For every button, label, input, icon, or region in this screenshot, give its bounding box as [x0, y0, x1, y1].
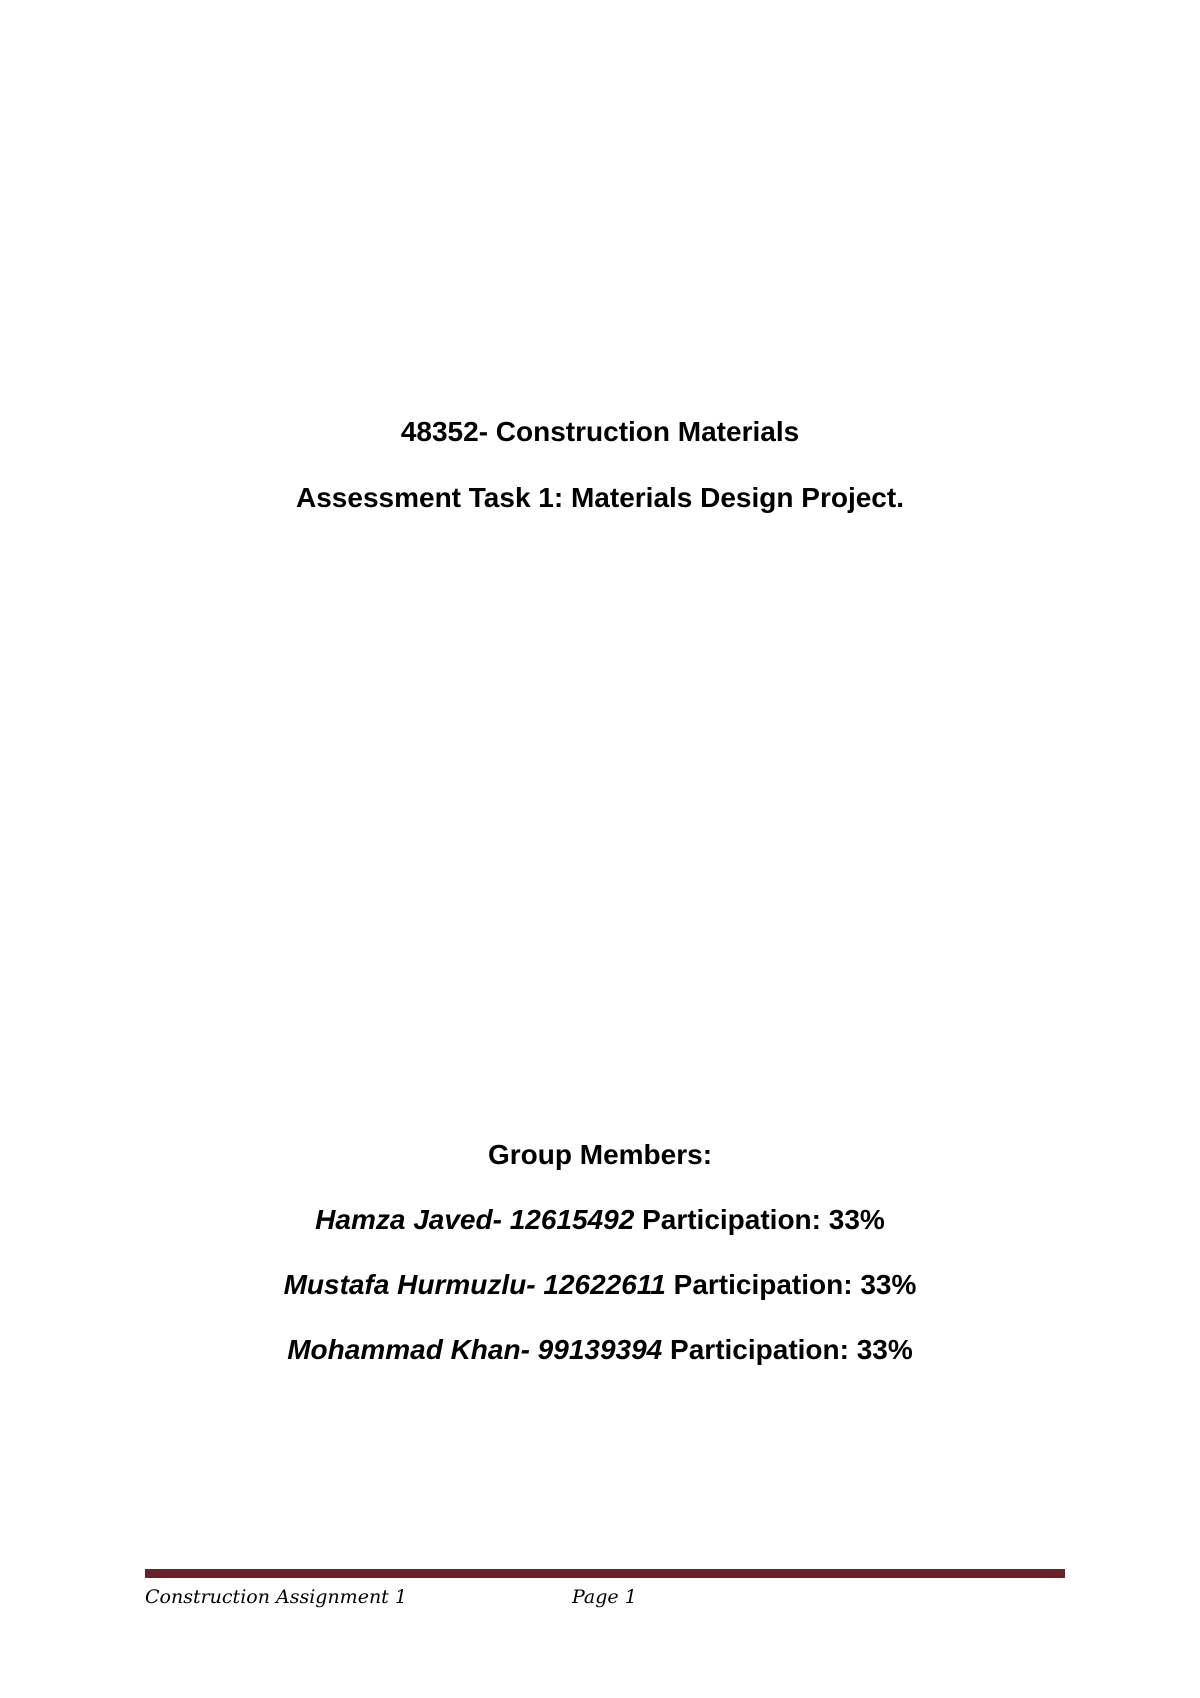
group-member-row	[0, 1203, 1200, 1237]
member-participation: Participation: 33%	[642, 1204, 885, 1235]
task-title: Assessment Task 1: Materials Design Project.	[296, 482, 904, 513]
footer-document-name: Construction Assignment 1	[145, 1586, 407, 1608]
member-participation: Participation: 33%	[670, 1334, 913, 1365]
member-name-id: Mohammad Khan- 99139394	[287, 1334, 663, 1365]
group-member-row	[0, 1333, 1200, 1367]
course-title: 48352- Construction Materials	[400, 416, 800, 447]
footer-divider	[145, 1569, 1065, 1578]
group-member-row	[0, 1268, 1200, 1302]
member-name-id: Mustafa Hurmuzlu- 12622611	[283, 1269, 666, 1300]
group-members-heading: Group Members:	[487, 1139, 713, 1170]
member-participation: Participation: 33%	[673, 1269, 917, 1300]
member-name-id: Hamza Javed- 12615492	[315, 1204, 635, 1235]
footer-page-number: Page 1	[572, 1586, 637, 1608]
